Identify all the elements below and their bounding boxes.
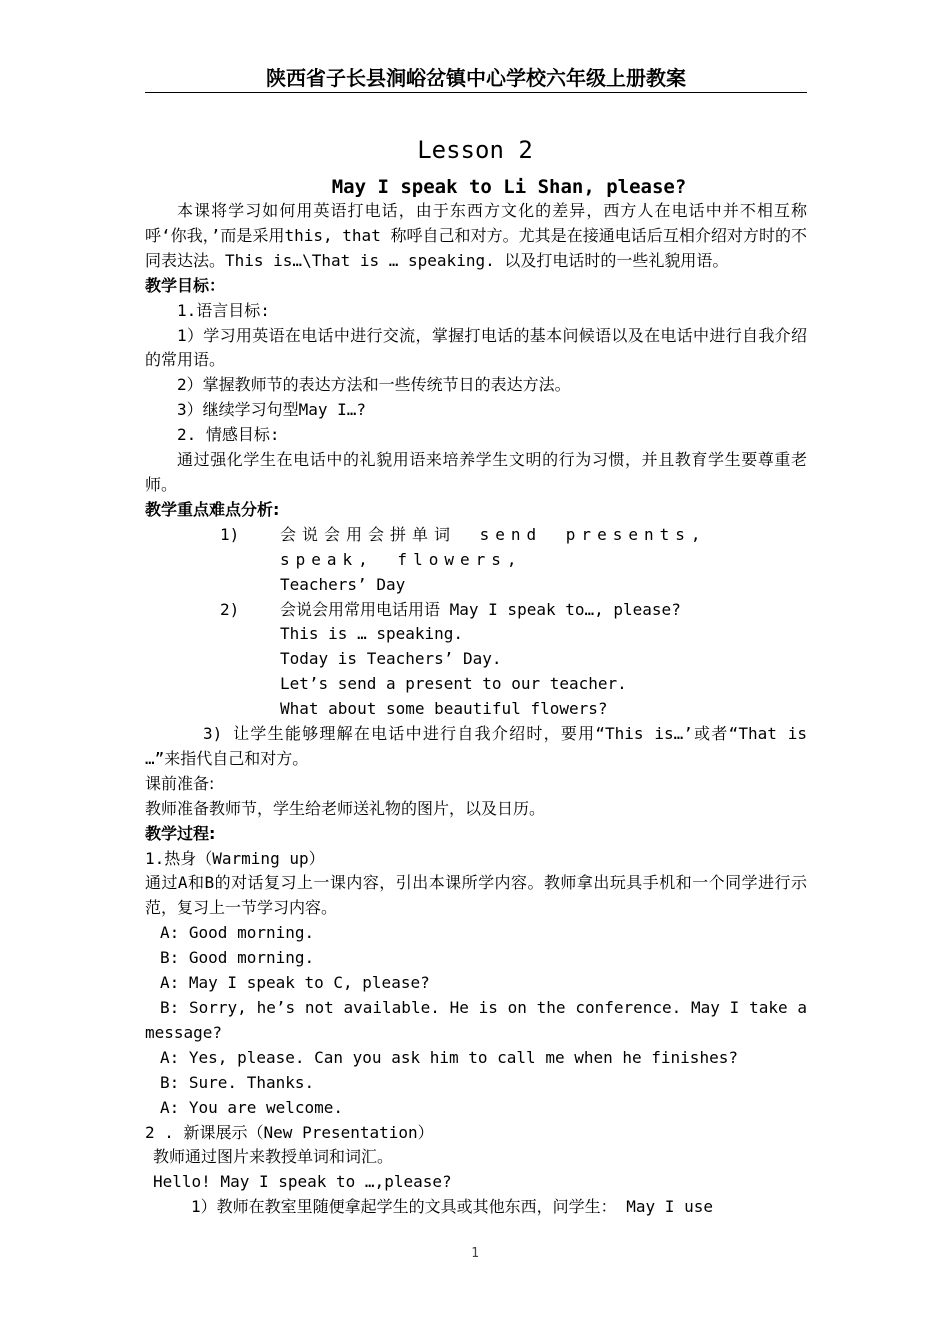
prep-heading: 课前准备: <box>145 773 215 793</box>
keypoint-text: 会说会用常用电话用语 May I speak to…, please? <box>280 599 681 619</box>
keypoint-item <box>145 598 807 623</box>
language-goal-item: 3）继续学习句型May I…? <box>177 400 367 420</box>
dialogue-line: A: You are welcome. <box>160 1097 344 1117</box>
process-heading: 教学过程: <box>145 823 216 843</box>
keypoints-heading: 教学重点难点分析: <box>145 499 280 519</box>
emotion-goal-title: 2. 情感目标: <box>177 425 280 445</box>
new-presentation-title: 2 . 新课展示（New Presentation） <box>145 1122 434 1142</box>
intro-paragraph: 本课将学习如何用英语打电话，由于东西方文化的差异，西方人在电话中并不相互称呼‘你我，’而是采用this, that 称呼自己和对方。尤其是在接通电话后互相介绍对方时的不同表达法。This is…\That is … speaking. 以及打电话时的一些礼貌用语。 <box>145 201 807 270</box>
page-number: 1 <box>471 1246 479 1261</box>
warmup-text: 通过A和B的对话复习上一课内容，引出本课所学内容。教师拿出玩具手机和一个同学进行示范，复习上一节学习内容。 <box>145 873 807 918</box>
new-presentation-line: 教师通过图片来教授单词和词汇。 <box>153 1147 394 1167</box>
emotion-goal-text: 通过强化学生在电话中的礼貌用语来培养学生文明的行为习惯，并且教育学生要尊重老师。 <box>145 450 807 494</box>
keypoint-line: This is … speaking. <box>280 624 464 644</box>
keypoint-line: Today is Teachers’ Day. <box>280 649 502 669</box>
keypoint-line: What about some beautiful flowers? <box>280 699 608 719</box>
keypoint-continuation: Teachers’ Day <box>280 574 406 594</box>
keypoint-line: Let’s send a present to our teacher. <box>280 674 627 694</box>
keypoint-number: 2) <box>220 599 240 619</box>
lesson-title: Lesson 2 <box>417 136 533 164</box>
keypoint-item-3-text: 3) 让学生能够理解在电话中进行自我介绍时，要用“This is…’或者“That is …”来指代自己和对方。 <box>145 724 807 768</box>
keypoint-item <box>145 523 807 573</box>
keypoint-item-3 <box>145 722 807 772</box>
dialogue-line: B: Sure. Thanks. <box>160 1072 315 1092</box>
document-body <box>145 199 807 1220</box>
keypoint-number: 1) <box>220 524 240 544</box>
new-presentation-line: Hello! May I speak to …,please? <box>153 1172 452 1192</box>
language-goal-title: 1.语言目标: <box>177 300 270 320</box>
step-one-text: 1）教师在教室里随便拿起学生的文具或其他东西，问学生： May I use <box>191 1197 713 1217</box>
dialogue-line: A: May I speak to C, please? <box>160 973 430 993</box>
dialogue-line: B: Sorry, he’s not available. He is on the conference. May I take a message? <box>145 998 807 1042</box>
goals-heading: 教学目标： <box>145 275 226 295</box>
keypoint-text: 会说会用会拼单词 send presents, speak, flowers, <box>280 524 707 569</box>
lesson-subtitle: May I speak to Li Shan, please? <box>331 176 687 198</box>
prep-text: 教师准备教师节，学生给老师送礼物的图片，以及日历。 <box>145 798 546 818</box>
warmup-title: 1.热身（Warming up） <box>145 848 325 868</box>
language-goal-item: 2）掌握教师节的表达方法和一些传统节日的表达方法。 <box>177 375 571 395</box>
page-header: 陕西省子长县涧峪岔镇中心学校六年级上册教案 <box>145 64 807 93</box>
language-goal-item: 1）学习用英语在电话中进行交流，掌握打电话的基本问候语以及在电话中进行自我介绍的常用语。 <box>145 325 807 370</box>
dialogue-line: B: Good morning. <box>160 948 315 968</box>
dialogue-line: A: Good morning. <box>160 923 315 943</box>
dialogue-line: A: Yes, please. Can you ask him to call me when he finishes? <box>160 1047 738 1067</box>
